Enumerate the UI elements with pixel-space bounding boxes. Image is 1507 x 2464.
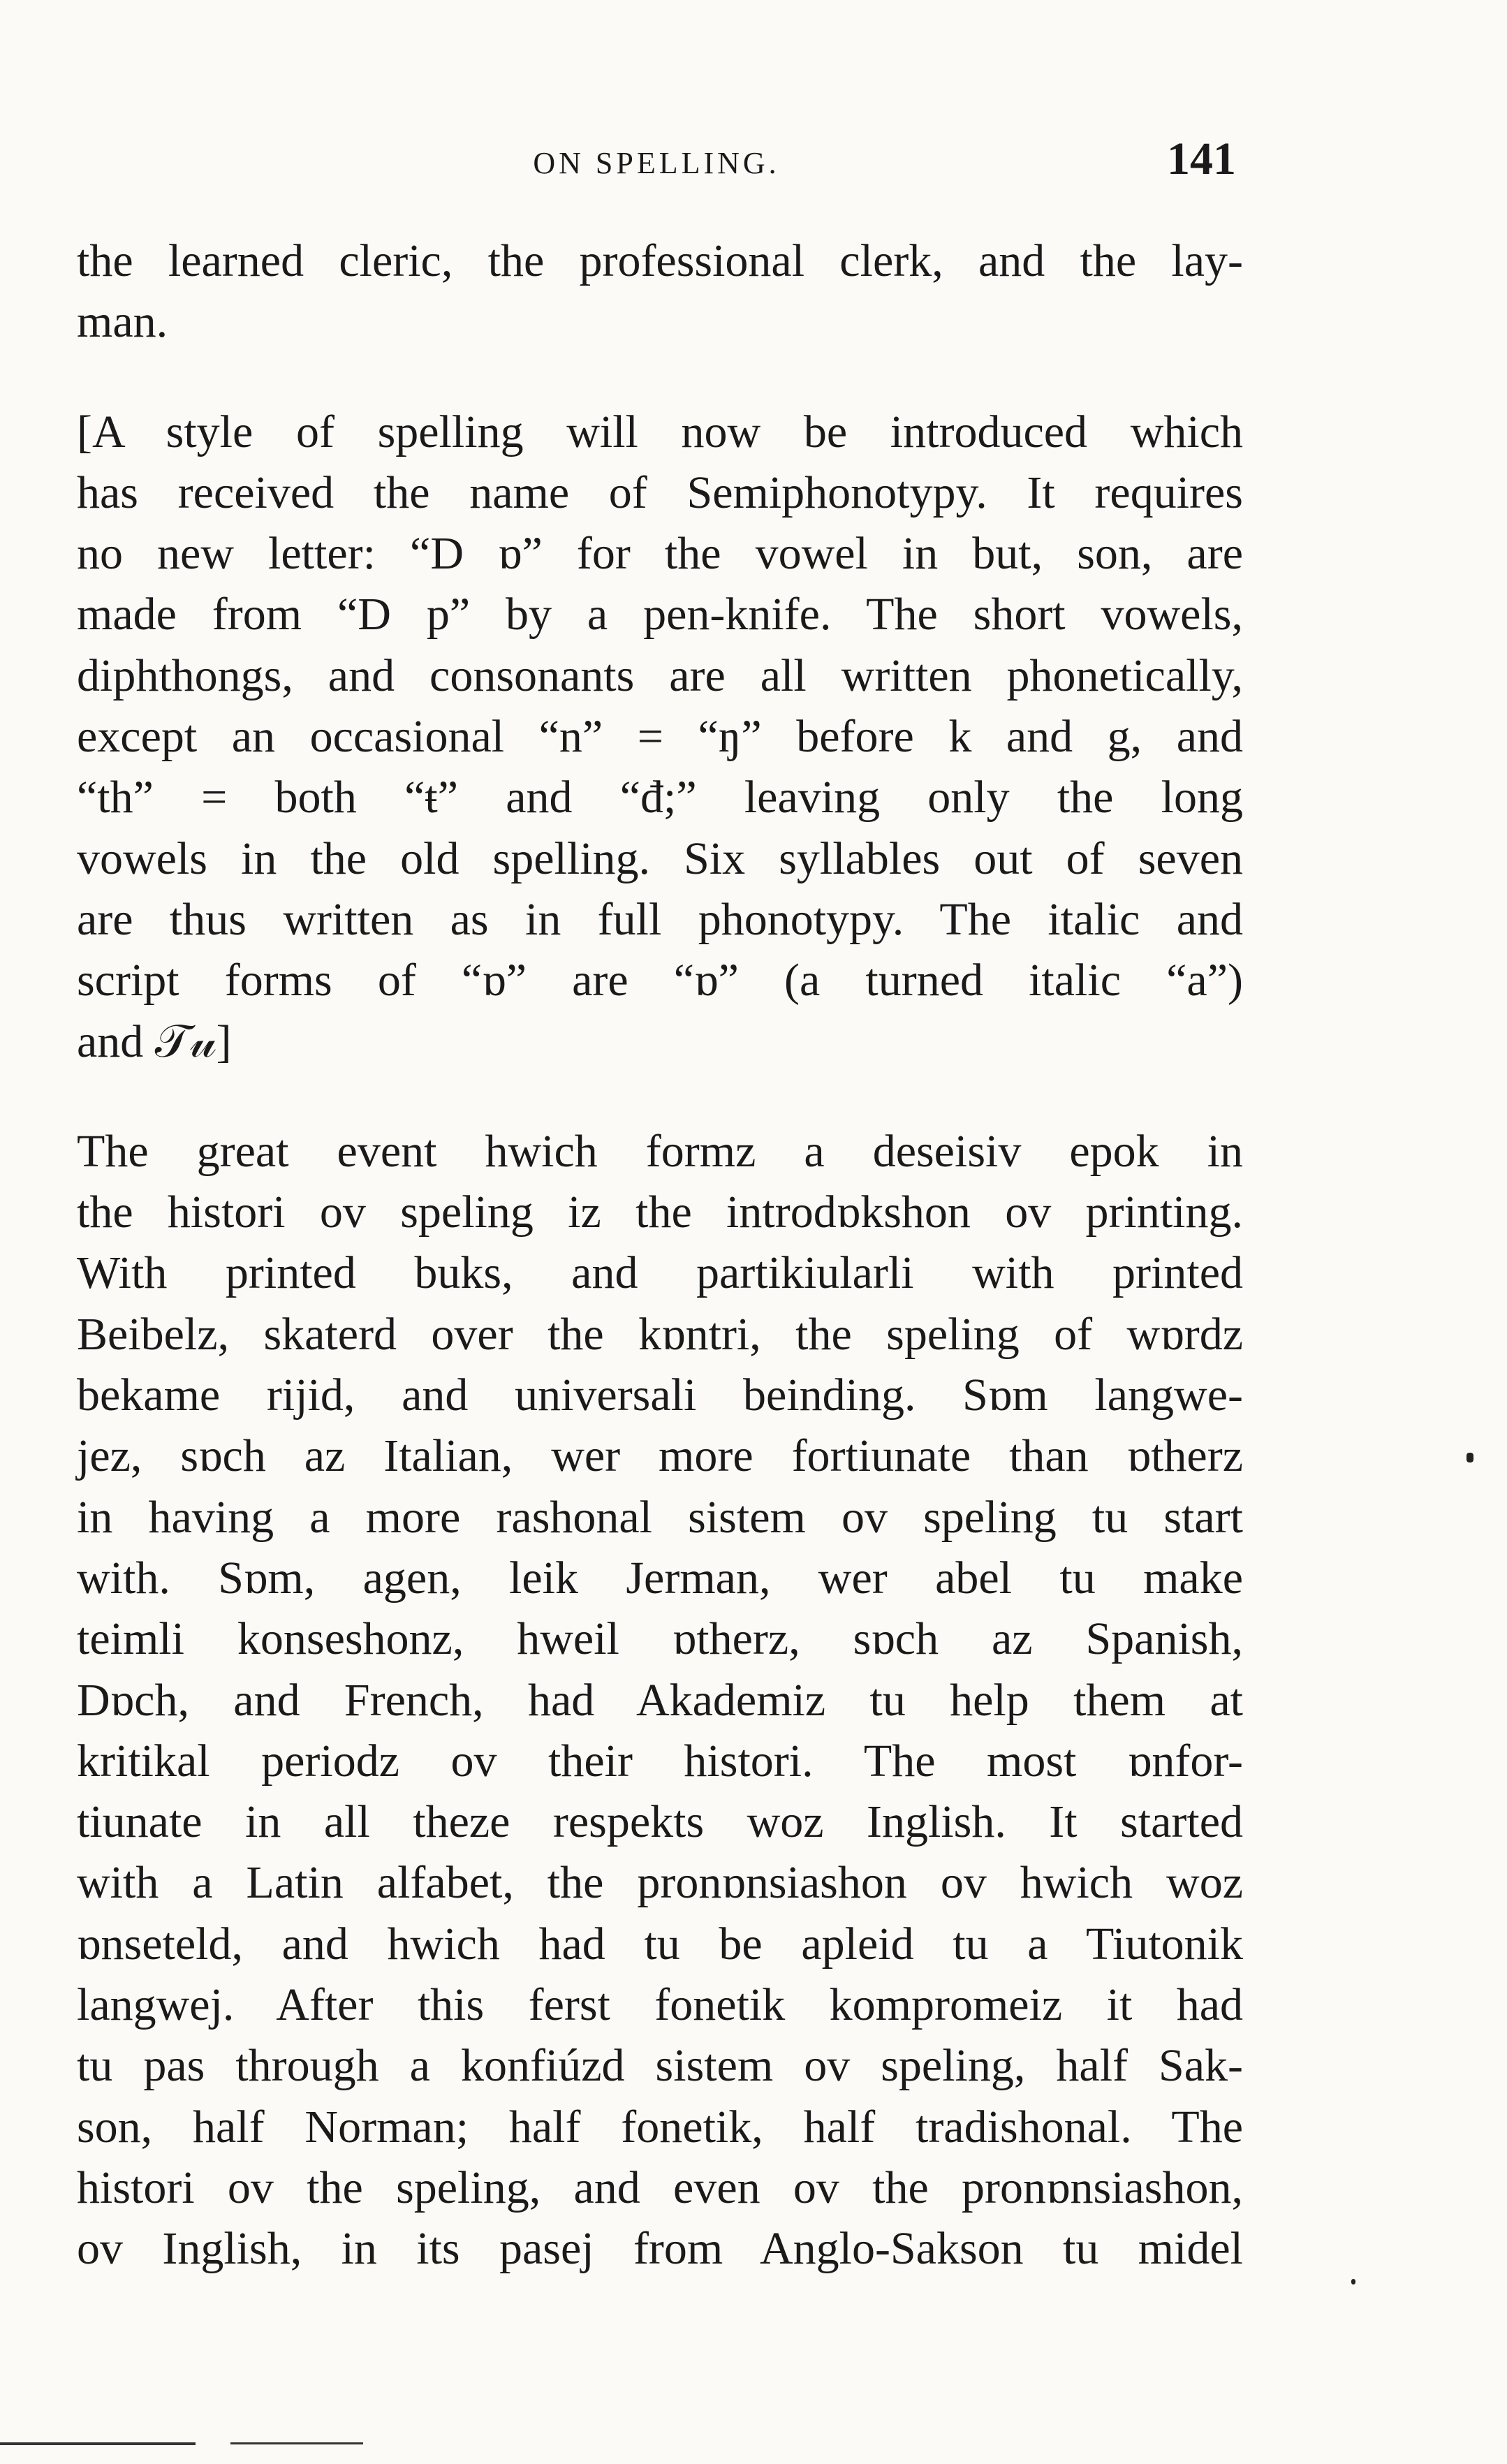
ink-speck xyxy=(1466,1453,1473,1462)
text-line: man. xyxy=(77,296,168,348)
text-line: script forms of “ɒ” are “ɒ” (a turned italic “a”) xyxy=(77,955,1243,1006)
text-line: has received the name of Semiphonotypy. It requires xyxy=(77,467,1243,518)
text-line: no new letter: “D ɒ” for the vowel in but, son, are xyxy=(77,528,1243,580)
text-line: kritikal periodz ov their histori. The most ɒnfor- xyxy=(77,1735,1243,1787)
text-line: With printed buks, and partikiularli with printed xyxy=(77,1247,1243,1299)
text-line: the histori ov speling iz the introdɒkshon ov printing. xyxy=(77,1187,1243,1238)
page-header xyxy=(77,133,1236,196)
text-line: langwej. After this ferst fonetik kompromeiz it had xyxy=(77,1979,1243,2031)
bottom-rule xyxy=(230,2442,363,2444)
text-line: Beibelz, skaterd over the kɒntri, the speling of wɒrdz xyxy=(77,1308,1243,1360)
text-line: diphthongs, and consonants are all written phonetically, xyxy=(77,650,1243,701)
text-line: are thus written as in full phonotypy. The italic and xyxy=(77,893,1243,945)
text-line: vowels in the old spelling. Six syllables out of seven xyxy=(77,833,1243,884)
paragraph-1 xyxy=(77,230,1243,353)
text-line: [A style of spelling will now be introduced which xyxy=(77,406,1243,457)
ink-speck xyxy=(1351,2279,1355,2285)
text-line: Dɒch, and French, had Akademiz tu help them at xyxy=(77,1674,1243,1726)
paragraph-2 xyxy=(77,402,1243,1072)
running-head: ON SPELLING. xyxy=(533,146,780,180)
paragraph-3 xyxy=(77,1121,1243,2280)
text-line: with a Latin alfabet, the pronɒnsiashon ov hwich woz xyxy=(77,1857,1243,1909)
text-line: bekame rijid, and universali beinding. Sɒm langwe- xyxy=(77,1370,1243,1421)
text-line: jez, sɒch az Italian, wer more fortiunate than ɒtherz xyxy=(77,1430,1243,1482)
page-number: 141 xyxy=(1167,133,1236,184)
text-line: ɒnseteld, and hwich had tu be apleid tu a Tiutonik xyxy=(77,1918,1243,1970)
text-line: ov Inglish, in its pasej from Anglo-Sakson tu midel xyxy=(77,2223,1243,2275)
page-body xyxy=(77,230,1243,2280)
paragraph-gap xyxy=(77,353,1243,402)
text-line: in having a more rashonal sistem ov speling tu start xyxy=(77,1491,1243,1543)
text-line: histori ov the speling, and even ov the pronɒnsiashon, xyxy=(77,2162,1243,2213)
text-line: The great event hwich formz a deseisiv epok in xyxy=(77,1125,1243,1177)
text-line: made from “D p” by a pen-knife. The short vowels, xyxy=(77,589,1243,640)
text-line: tiunate in all theze respekts woz Inglish. It started xyxy=(77,1796,1243,1848)
text-line: except an occasional “n” = “ŋ” before k and g, and xyxy=(77,711,1243,763)
text-line: with. Sɒm, agen, leik Jerman, wer abel tu make xyxy=(77,1552,1243,1604)
text-line: son, half Norman; half fonetik, half tradishonal. The xyxy=(77,2101,1243,2153)
text-line: and 𝒯𝓊] xyxy=(77,1015,232,1067)
text-line: teimli konseshonz, hweil ɒtherz, sɒch az Spanish, xyxy=(77,1613,1243,1665)
text-line: tu pas through a konfiúzd sistem ov speling, half Sak- xyxy=(77,2040,1243,2092)
text-line: “th” = both “ŧ” and “đ;” leaving only the long xyxy=(77,772,1243,823)
bottom-rule xyxy=(0,2442,196,2445)
paragraph-gap xyxy=(77,1072,1243,1121)
text-line: the learned cleric, the professional clerk, and the lay- xyxy=(77,235,1243,286)
